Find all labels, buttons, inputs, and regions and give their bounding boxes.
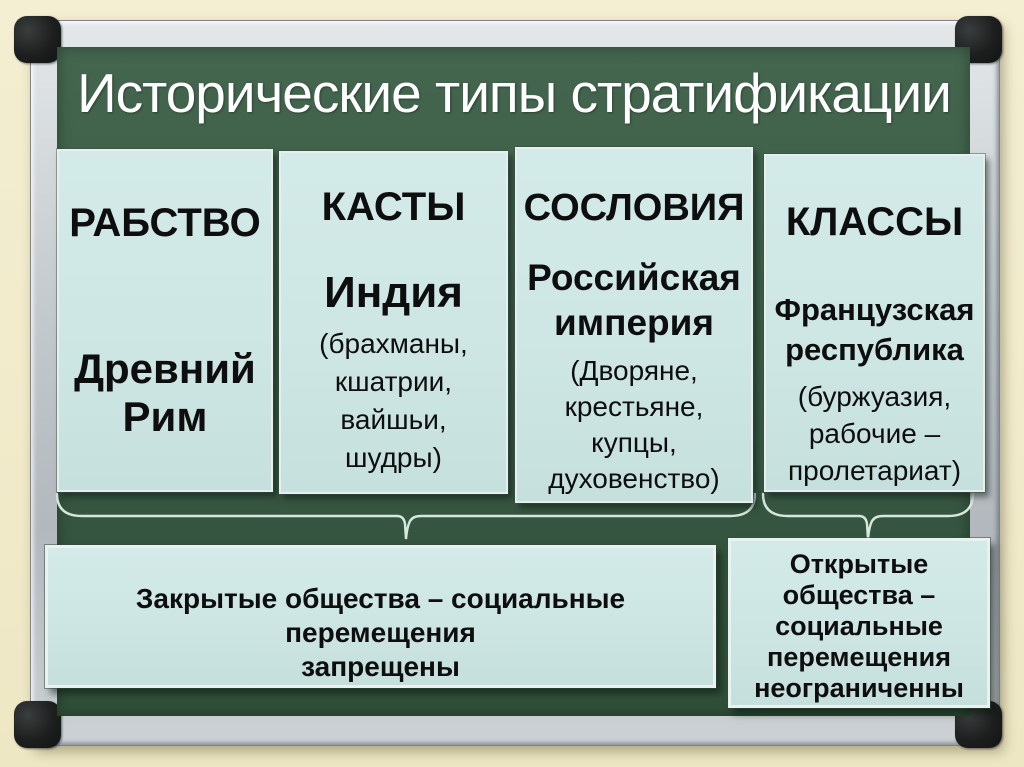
- closed-societies-note: [45, 545, 716, 688]
- card-detail-line: (буржуазия,: [797, 381, 952, 412]
- card-slavery: [57, 149, 273, 492]
- card-society: [766, 290, 983, 370]
- card-detail-line: вайшьи,: [340, 404, 447, 435]
- card-detail-line: кшатрии,: [334, 366, 453, 397]
- slide-title: Исторические типы стратификации: [77, 62, 951, 124]
- note-line: общества –: [782, 580, 936, 610]
- card-details: [281, 325, 506, 477]
- card-detail-line: купцы,: [591, 427, 677, 458]
- card-society-line: империя: [554, 302, 714, 343]
- card-detail-line: крестьяне,: [564, 391, 704, 422]
- card-estates: [515, 147, 753, 503]
- card-heading: КЛАССЫ: [785, 200, 964, 244]
- open-societies-note: [728, 538, 990, 708]
- card-society-line: Французская: [774, 292, 975, 327]
- card-detail-line: рабочие –: [808, 418, 941, 449]
- note-line: запрещены: [301, 651, 460, 682]
- note-line: перемещения: [767, 642, 951, 672]
- card-detail-line: духовенство): [548, 463, 720, 494]
- card-detail-line: (брахманы,: [319, 328, 468, 359]
- card-heading: СОСЛОВИЯ: [523, 187, 745, 229]
- note-line: социальные: [775, 611, 943, 641]
- card-heading: РАБСТВО: [69, 201, 261, 245]
- note-line: Открытые: [789, 549, 929, 579]
- card-society-line: Древний: [74, 345, 256, 392]
- card-detail-line: шудры): [345, 442, 442, 473]
- card-society-line: Индия: [324, 268, 463, 317]
- card-detail-line: пролетариат): [787, 455, 962, 486]
- card-society: [517, 255, 751, 345]
- frame-corner-bottom-left: [14, 701, 61, 748]
- note-line: Закрытые общества – социальные перемещения: [135, 583, 626, 648]
- card-society-line: Рим: [122, 393, 208, 440]
- card-classes: [764, 154, 985, 492]
- card-society-line: республика: [785, 332, 964, 367]
- card-detail-line: (Дворяне,: [570, 355, 698, 386]
- card-details: [766, 378, 983, 489]
- card-society: [59, 345, 271, 441]
- frame-corner-top-left: [14, 16, 61, 63]
- note-line: неограниченны: [754, 673, 964, 703]
- card-heading: КАСТЫ: [321, 185, 466, 229]
- card-castes: [279, 151, 508, 494]
- card-society: [281, 269, 506, 317]
- card-society-line: Российская: [527, 257, 741, 298]
- card-details: [517, 353, 751, 497]
